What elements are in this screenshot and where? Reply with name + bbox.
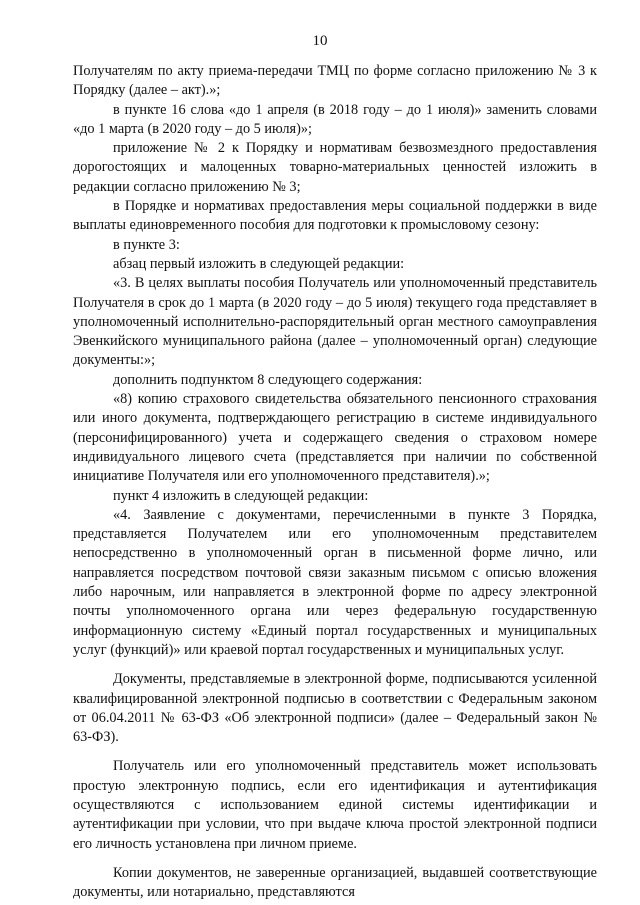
document-body: [73, 62, 597, 902]
paragraph: «8) копию страхового свидетельства обязательного пенсионного страхования или иного документа, подтверждающего регистрацию в системе индивидуального (персонифицированного) учета и содержащего сведения о страховом номере индивидуального лицевого счета (представляется при наличии по собственной инициативе Получателя или его уполномоченного представителя).»;: [73, 391, 597, 485]
paragraph: в пункте 16 слова «до 1 апреля (в 2018 году – до 1 июля)» заменить словами «до 1 марта (в 2020 году – до 5 июля)»;: [73, 101, 597, 137]
paragraph: Копии документов, не заверенные организацией, выдавшей соответствующие документы, или нотариально, представляются: [73, 864, 597, 901]
paragraph: «4. Заявление с документами, перечисленными в пункте 3 Порядка, представляется Получателем или его уполномоченным представителем непосредственно в уполномоченный орган в письменной форме лично, или направляется посредством почтовой связи заказным письмом с описью вложения либо нарочным, или направляется в электронной форме по адресу электронной почты уполномоченного органа или через федеральную государственную информационную систему «Единый портал государственных и муниципальных услуг (функций)» или краевой портал государственных и муниципальных услуг.: [73, 506, 597, 658]
paragraph: Получатель или его уполномоченный представитель может использовать простую электронную подпись, если его идентификация и аутентификация осуществляются с использованием единой системы идентификации и аутентификации при условии, что при выдаче ключа простой электронной подписи его личность установлена при личном приеме.: [73, 758, 597, 852]
page-number: 10: [312, 33, 328, 49]
paragraph: Получателям по акту приема-передачи ТМЦ по форме согласно приложению № 3 к Порядку (далее – акт).»;: [73, 63, 597, 99]
paragraph: абзац первый изложить в следующей редакции:: [113, 255, 405, 272]
paragraph: приложение № 2 к Порядку и нормативам безвозмездного предоставления дорогостоящих и малоценных товарно-материальных ценностей изложить в редакции согласно приложению № 3;: [73, 140, 597, 195]
paragraph: пункт 4 изложить в следующей редакции:: [113, 487, 369, 504]
paragraph: в пункте 3:: [113, 236, 180, 253]
paragraph: в Порядке и нормативах предоставления меры социальной поддержки в виде выплаты единовременного пособия для подготовки к промысловому сезону:: [73, 198, 597, 234]
paragraph: дополнить подпунктом 8 следующего содержания:: [113, 371, 423, 388]
paragraph: «3. В целях выплаты пособия Получатель или уполномоченный представитель Получателя в срок до 1 марта (в 2020 году – до 5 июля) текущего года представляет в уполномоченный исполнительно-распорядительный орган местного самоуправления Эвенкийского муниципального района (далее – уполномоченный орган) следующие документы:»;: [73, 275, 597, 369]
paragraph: Документы, представляемые в электронной форме, подписываются усиленной квалифицированной электронной подписью в соответствии с Федеральным законом от 06.04.2011 № 63-ФЗ «Об электронной подписи» (далее – Федеральный закон № 63-ФЗ).: [73, 671, 597, 746]
